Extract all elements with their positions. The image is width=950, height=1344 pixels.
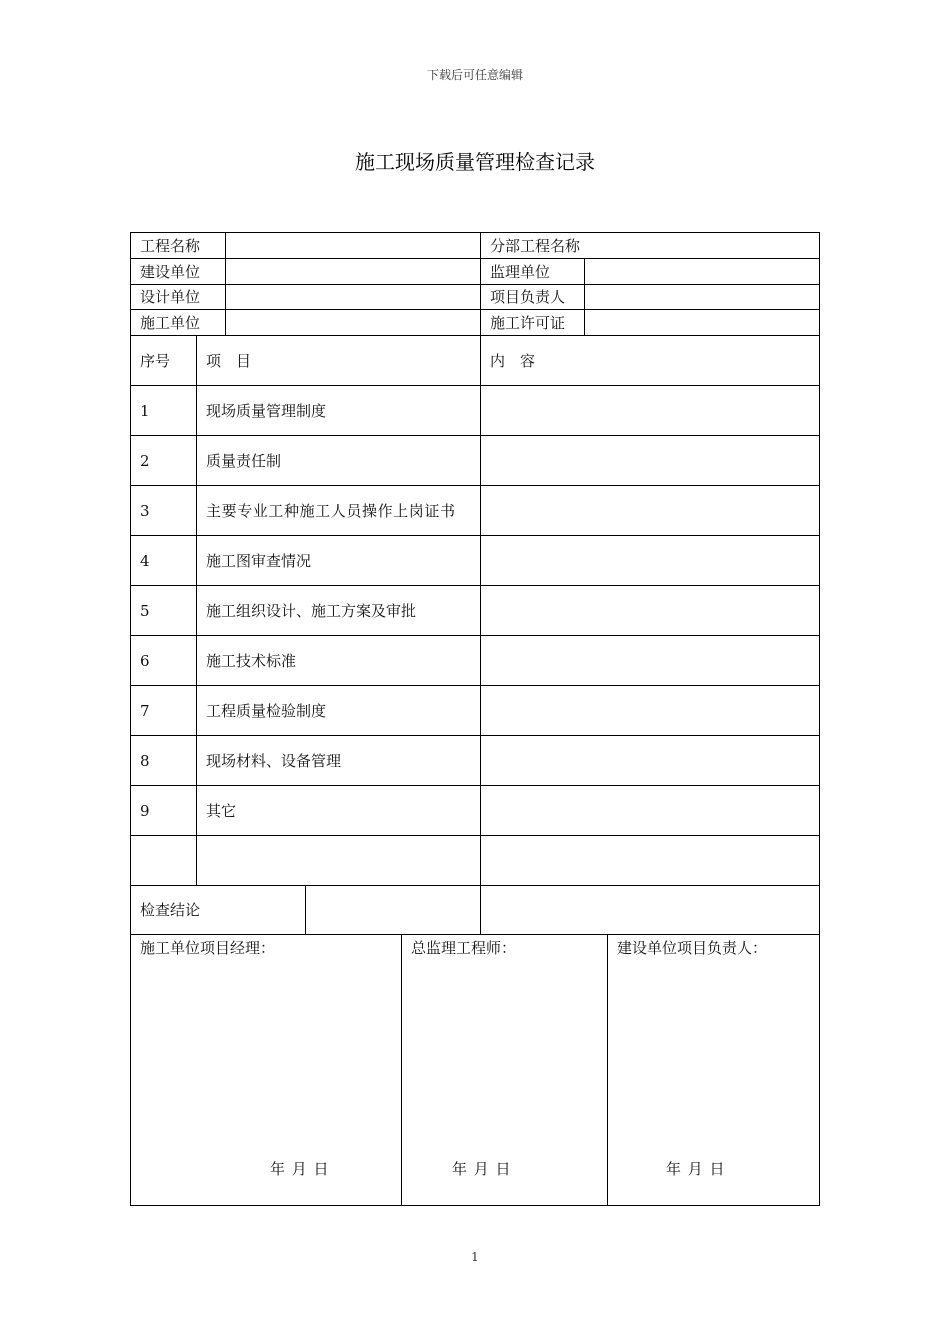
item-seq: 5 <box>130 585 196 635</box>
item-seq: 4 <box>130 535 196 585</box>
item-seq: 9 <box>130 785 196 835</box>
item-label: 现场质量管理制度 <box>196 385 480 435</box>
item-content[interactable] <box>480 735 820 785</box>
info-label-supervision-unit: 监理单位 <box>480 258 584 284</box>
page-number: 1 <box>471 1250 479 1264</box>
item-content[interactable] <box>480 435 820 485</box>
item-content[interactable] <box>480 835 820 885</box>
signature-block-builder[interactable] <box>130 934 401 1206</box>
info-value-construction-unit[interactable] <box>225 258 480 284</box>
info-label-builder-unit: 施工单位 <box>130 309 225 335</box>
info-label-construction-unit: 建设单位 <box>130 258 225 284</box>
info-label-project-name: 工程名称 <box>130 232 225 258</box>
item-seq: 7 <box>130 685 196 735</box>
info-label-project-manager: 项目负责人 <box>480 284 584 309</box>
conclusion-content[interactable] <box>480 885 820 934</box>
item-seq: 1 <box>130 385 196 435</box>
item-content[interactable] <box>480 585 820 635</box>
item-seq <box>130 835 196 885</box>
item-label: 施工图审查情况 <box>196 535 480 585</box>
info-label-construction-permit: 施工许可证 <box>480 309 584 335</box>
item-seq: 3 <box>130 485 196 535</box>
item-content[interactable] <box>480 485 820 535</box>
item-label: 施工组织设计、施工方案及审批 <box>196 585 480 635</box>
item-seq: 6 <box>130 635 196 685</box>
signature-label: 总监理工程师： <box>411 939 517 957</box>
signature-label: 建设单位项目负责人： <box>617 939 768 957</box>
item-label: 现场材料、设备管理 <box>196 735 480 785</box>
item-content[interactable] <box>480 635 820 685</box>
header-seq: 序号 <box>130 335 196 385</box>
info-value-supervision-unit[interactable] <box>584 258 820 284</box>
info-label-subproject-name: 分部工程名称 <box>480 232 820 258</box>
item-label: 工程质量检验制度 <box>196 685 480 735</box>
info-value-project-manager[interactable] <box>584 284 820 309</box>
info-value-project-name[interactable] <box>225 232 480 258</box>
signature-label: 施工单位项目经理： <box>140 939 276 957</box>
conclusion-label: 检查结论 <box>130 885 305 934</box>
info-value-builder-unit[interactable] <box>225 309 480 335</box>
item-label <box>196 835 480 885</box>
item-content[interactable] <box>480 685 820 735</box>
info-value-construction-permit[interactable] <box>584 309 820 335</box>
header-item: 项 目 <box>196 335 480 385</box>
signature-date: 年 月 日 <box>666 1160 726 1178</box>
item-label: 其它 <box>196 785 480 835</box>
info-value-design-unit[interactable] <box>225 284 480 309</box>
signature-date: 年 月 日 <box>270 1160 330 1178</box>
item-seq: 2 <box>130 435 196 485</box>
info-label-design-unit: 设计单位 <box>130 284 225 309</box>
item-label: 施工技术标准 <box>196 635 480 685</box>
header-content: 内 容 <box>480 335 820 385</box>
item-label: 主要专业工种施工人员操作上岗证书 <box>196 485 480 535</box>
item-label: 质量责任制 <box>196 435 480 485</box>
item-content[interactable] <box>480 385 820 435</box>
page-title: 施工现场质量管理检查记录 <box>355 150 595 174</box>
item-seq: 8 <box>130 735 196 785</box>
item-content[interactable] <box>480 535 820 585</box>
item-content[interactable] <box>480 785 820 835</box>
conclusion-value[interactable] <box>305 885 480 934</box>
header-note: 下载后可任意编辑 <box>426 68 523 82</box>
signature-date: 年 月 日 <box>452 1160 512 1178</box>
